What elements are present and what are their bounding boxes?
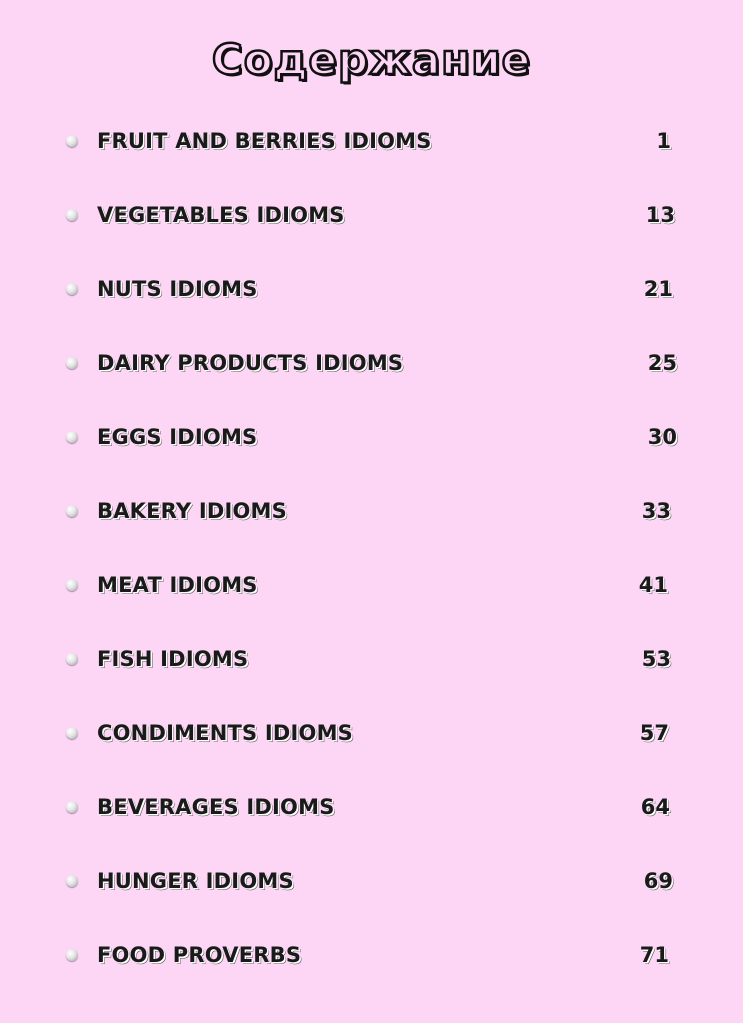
toc-item-page-number: 71 [639,943,669,967]
toc-item-page-number: 41 [638,573,668,597]
toc-item-fish[interactable] [0,623,743,697]
bullet-icon [66,653,78,665]
toc-item-vegetables[interactable] [0,179,743,253]
toc-item-page-number: 21 [643,277,673,301]
toc-item-label: NUTS IDIOMS [97,277,258,301]
toc-item-label: EGGS IDIOMS [97,425,258,449]
toc-item-page-number: 57 [639,721,669,745]
bullet-icon [66,875,78,887]
toc-item-eggs[interactable] [0,401,743,475]
toc-item-label: VEGETABLES IDIOMS [97,203,345,227]
toc-item-page-number: 25 [647,351,677,375]
bullet-icon [66,209,78,221]
toc-item-page-number: 13 [645,203,675,227]
toc-item-bakery[interactable] [0,475,743,549]
toc-item-meat[interactable] [0,549,743,623]
table-of-contents [0,105,743,993]
bullet-icon [66,283,78,295]
toc-item-page-number: 30 [647,425,677,449]
toc-item-page-number: 53 [641,647,671,671]
toc-item-page-number: 69 [643,869,673,893]
bullet-icon [66,727,78,739]
bullet-icon [66,505,78,517]
toc-item-condiments[interactable] [0,697,743,771]
toc-item-dairy-products[interactable] [0,327,743,401]
toc-item-fruit-and-berries[interactable] [0,105,743,179]
toc-item-label: BAKERY IDIOMS [97,499,287,523]
bullet-icon [66,135,78,147]
toc-item-label: FISH IDIOMS [97,647,249,671]
toc-item-label: MEAT IDIOMS [97,573,258,597]
bullet-icon [66,431,78,443]
toc-item-page-number: 33 [641,499,671,523]
toc-item-page-number: 64 [640,795,670,819]
toc-item-label: DAIRY PRODUCTS IDIOMS [97,351,404,375]
toc-item-nuts[interactable] [0,253,743,327]
bullet-icon [66,801,78,813]
toc-item-hunger[interactable] [0,845,743,919]
toc-item-label: FOOD PROVERBS [97,943,302,967]
toc-item-label: HUNGER IDIOMS [97,869,294,893]
page-title: Содержание [211,35,532,84]
toc-item-label: BEVERAGES IDIOMS [97,795,335,819]
bullet-icon [66,949,78,961]
toc-item-beverages[interactable] [0,771,743,845]
toc-item-label: FRUIT AND BERRIES IDIOMS [97,129,432,153]
toc-item-page-number: 1 [656,129,671,153]
bullet-icon [66,579,78,591]
toc-item-label: CONDIMENTS IDIOMS [97,721,353,745]
bullet-icon [66,357,78,369]
toc-item-food-proverbs[interactable] [0,919,743,993]
